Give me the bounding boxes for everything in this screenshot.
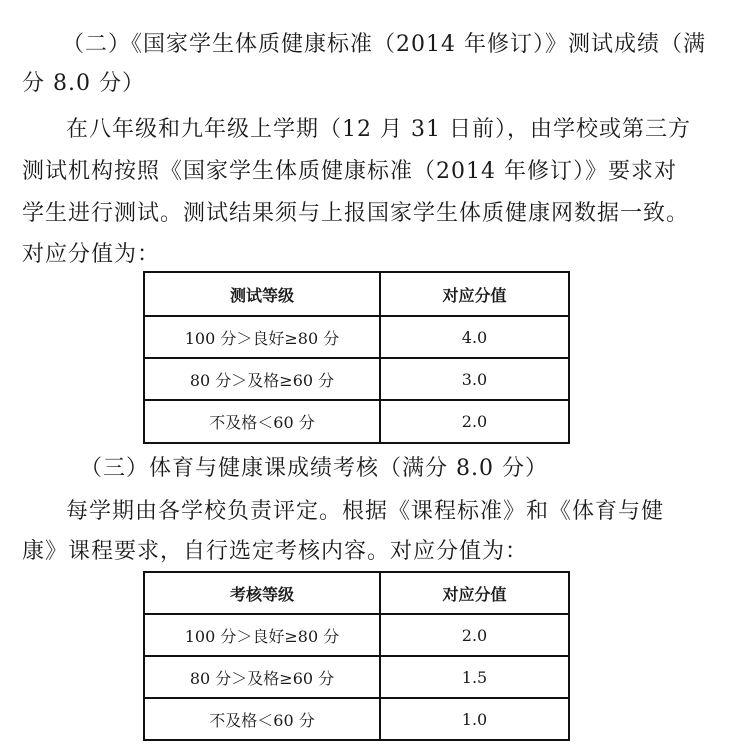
section3-paragraph-line1: 每学期由各学校负责评定。根据《课程标准》和《体育与健 [66,499,665,524]
table-row [144,656,569,698]
table-cell-level: 100 分＞良好≥80 分 [144,614,380,656]
section3-heading: （三）体育与健康课成绩考核（满分 8.0 分） [80,456,548,481]
section2-paragraph-line4: 对应分值为： [22,242,161,267]
table-cell-score: 1.5 [380,656,569,698]
table-row [144,358,569,400]
section2-paragraph-line3: 学生进行测试。测试结果须与上报国家学生体质健康网数据一致。 [22,201,690,226]
table-header-row [144,272,569,316]
column-header-assessment-level: 考核等级 [144,572,380,614]
pe-course-score-table [143,571,570,741]
column-header-score: 对应分值 [380,572,569,614]
table-header-row [144,572,569,614]
section2-heading-line1: （二）《国家学生体质健康标准（2014 年修订）》测试成绩（满 [62,32,706,57]
column-header-score: 对应分值 [380,272,569,316]
table-cell-score: 2.0 [380,614,569,656]
table-cell-level: 80 分＞及格≥60 分 [144,656,380,698]
fitness-test-score-table [143,271,570,444]
column-header-test-level: 测试等级 [144,272,380,316]
table-cell-score: 2.0 [380,400,569,443]
table-row [144,614,569,656]
section2-paragraph-line2: 测试机构按照《国家学生体质健康标准（2014 年修订）》要求对 [22,159,677,184]
table-cell-score: 4.0 [380,316,569,358]
table-cell-level: 不及格＜60 分 [144,698,380,740]
table-cell-score: 3.0 [380,358,569,400]
table-row [144,698,569,740]
table-cell-level: 100 分＞良好≥80 分 [144,316,380,358]
table-cell-score: 1.0 [380,698,569,740]
section3-paragraph-line2: 康》课程要求，自行选定考核内容。对应分值为： [22,539,529,564]
section2-heading-line2: 分 8.0 分） [22,71,145,96]
section2-paragraph-line1: 在八年级和九年级上学期（12 月 31 日前），由学校或第三方 [66,117,691,142]
table-row [144,316,569,358]
table-row [144,400,569,443]
table-cell-level: 80 分＞及格≥60 分 [144,358,380,400]
table-cell-level: 不及格＜60 分 [144,400,380,443]
